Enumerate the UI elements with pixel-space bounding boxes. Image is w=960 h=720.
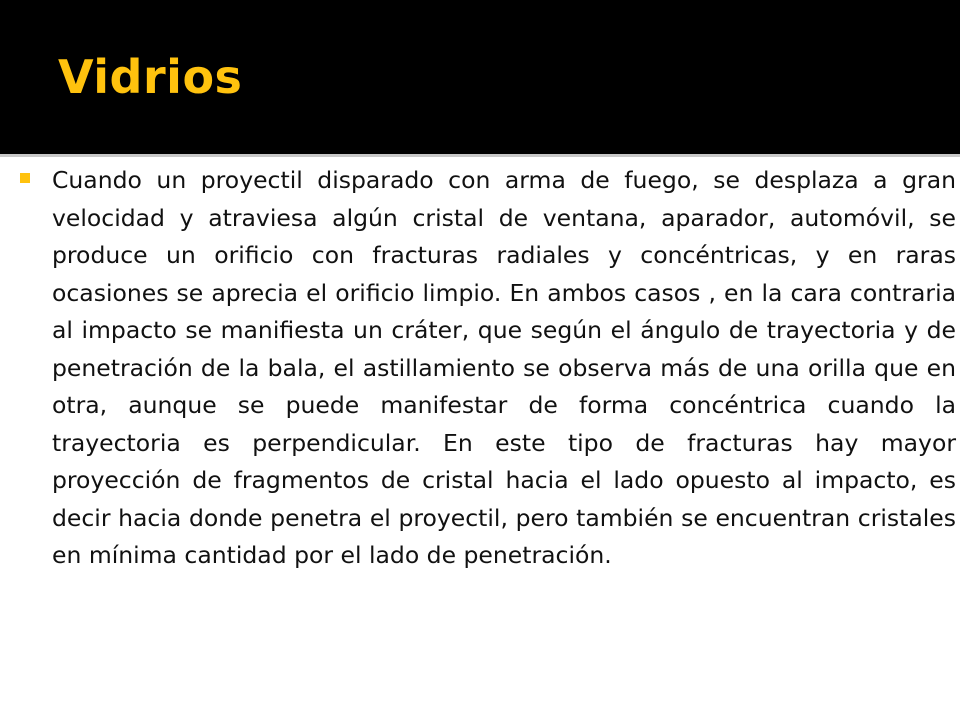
title-divider <box>0 154 960 157</box>
square-bullet-icon <box>20 173 30 183</box>
title-band <box>0 0 960 154</box>
bullet-text: Cuando un proyectil disparado con arma de fuego, se desplaza a gran velocidad y atraviesa algún cristal de ventana, aparador, automóvil, se produce un orificio con fracturas radiales y concéntricas, y en raras ocasiones se aprecia el orificio limpio. En ambos casos , en la cara contraria al impacto se manifiesta un cráter, que según el ángulo de trayectoria y de penetración de la bala, el astillamiento se observa más de una orilla que en otra, aunque se puede manifestar de forma concéntrica cuando la trayectoria es perpendicular. En este tipo de fracturas hay mayor proyección de fragmentos de cristal hacia el lado opuesto al impacto, es decir hacia donde penetra el proyectil, pero también se encuentran cristales en mínima cantidad por el lado de penetración. <box>52 166 956 569</box>
slide-body <box>20 162 956 575</box>
bullet-item <box>20 162 956 575</box>
slide-title: Vidrios <box>58 50 243 104</box>
